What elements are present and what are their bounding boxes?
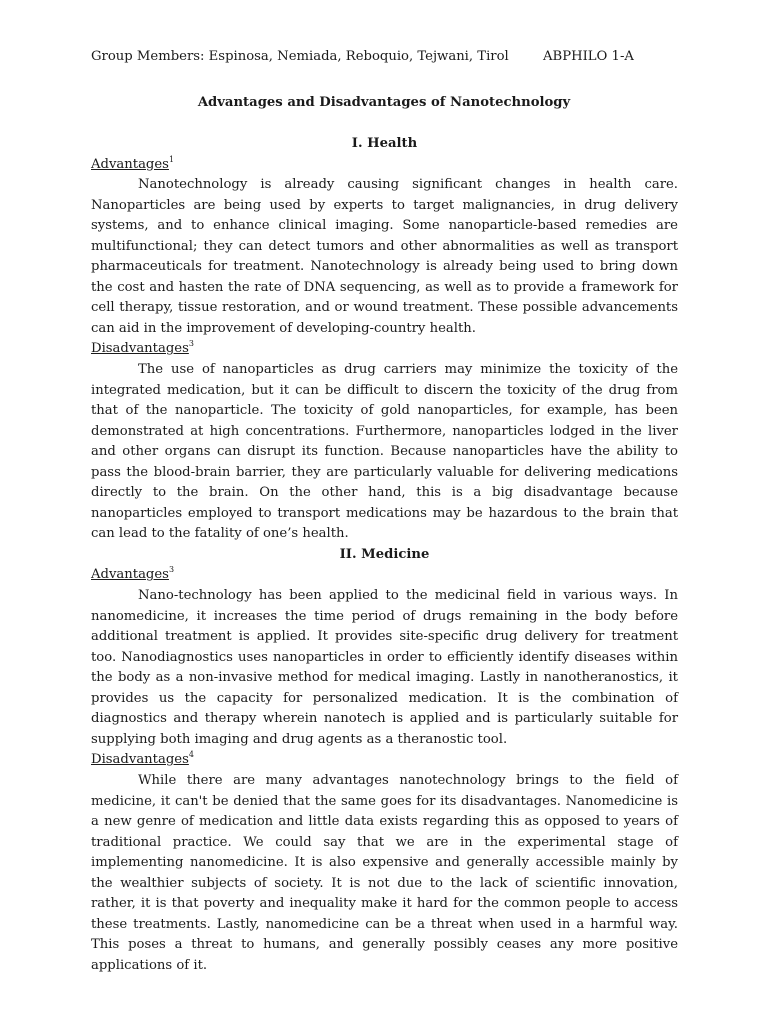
class-code-text: ABPHILO 1-A bbox=[543, 49, 634, 64]
subheading-disadvantages-health: Disadvantages$^3$ bbox=[91, 339, 194, 357]
subheading-label: Advantages bbox=[91, 156, 169, 172]
group-members-text: Group Members: Espinosa, Nemiada, Reboquio, Tejwani, Tirol bbox=[91, 49, 509, 64]
document-body bbox=[91, 134, 678, 976]
section-heading-medicine: II. Medicine bbox=[339, 546, 430, 562]
document-title: Advantages and Disadvantages of Nanotechnology bbox=[197, 95, 571, 110]
paragraph-medicine-disadvantages: While there are many advantages nanotechnology brings to the field of medicine, it can't be denied that the same goes for its disadvantages. Nanomedicine is a new genre of medication and little data exists regarding this as opposed to years of traditional practice. We could say that we are in the experimental stage of implementing nanomedicine. It is also expensive and generally accessible mainly by the wealthier subjects of society. It is not due to the lack of scientific innovation, rather, it is that poverty and inequality make it hard for the common people to access these treatments. Lastly, nanomedicine can be a threat when used in a harmful way. This poses a threat to humans, and generally possibly ceases any more positive applications of it. bbox=[91, 772, 678, 973]
subheading-label: Disadvantages bbox=[91, 341, 189, 357]
paragraph-medicine-advantages: Nano-technology has been applied to the medicinal field in various ways. In nanomedicine, it increases the time period of drugs remaining in the body before additional treatment is applied. It provides site-specific drug delivery for treatment too. Nanodiagnostics uses nanoparticles in order to efficiently identify diseases within the body as a non-invasive method for medical imaging. Lastly in nanotheranostics, it provides us the capacity for personalized medication. It is the combination of diagnostics and therapy wherein nanotech is applied and is particularly suitable for supplying both imaging and drug agents as a theranostic tool. bbox=[91, 588, 678, 747]
header-line bbox=[91, 48, 651, 66]
subheading-label: Disadvantages bbox=[91, 752, 189, 768]
subheading-advantages-medicine: Advantages$^3$ bbox=[91, 565, 175, 583]
paragraph-health-disadvantages: The use of nanoparticles as drug carriers may minimize the toxicity of the integrated medication, but it can be difficult to discern the toxicity of the drug from that of the nanoparticle. The toxicity of gold nanoparticles, for example, has been demonstrated at high concentrations. Furthermore, nanoparticles lodged in the liver and other organs can disrupt its function. Because nanoparticles have the ability to pass the blood-brain barrier, they are particularly valuable for delivering medications directly to the brain. On the other hand, this is a big disadvantage because nanoparticles employed to transport medications may be hazardous to the brain that can lead to the fatality of one’s health. bbox=[91, 362, 678, 542]
paragraph-health-advantages: Nanotechnology is already causing significant changes in health care. Nanoparticles are being used by experts to target malignancies, in drug delivery systems, and to enhance clinical imaging. Some nanoparticle-based remedies are multifunctional; they can detect tumors and other abnormalities as well as transport pharmaceuticals for treatment. Nanotechnology is already being used to bring down the cost and hasten the rate of DNA sequencing, as well as to provide a framework for cell therapy, tissue restoration, and or wound treatment. These possible advancements can aid in the improvement of developing-country health. bbox=[91, 177, 678, 336]
subheading-label: Advantages bbox=[91, 567, 169, 583]
subheading-disadvantages-medicine: Disadvantages$^4$ bbox=[91, 750, 194, 768]
subheading-advantages-health: Advantages$^1$ bbox=[91, 154, 175, 172]
section-heading-health: I. Health bbox=[351, 136, 418, 151]
